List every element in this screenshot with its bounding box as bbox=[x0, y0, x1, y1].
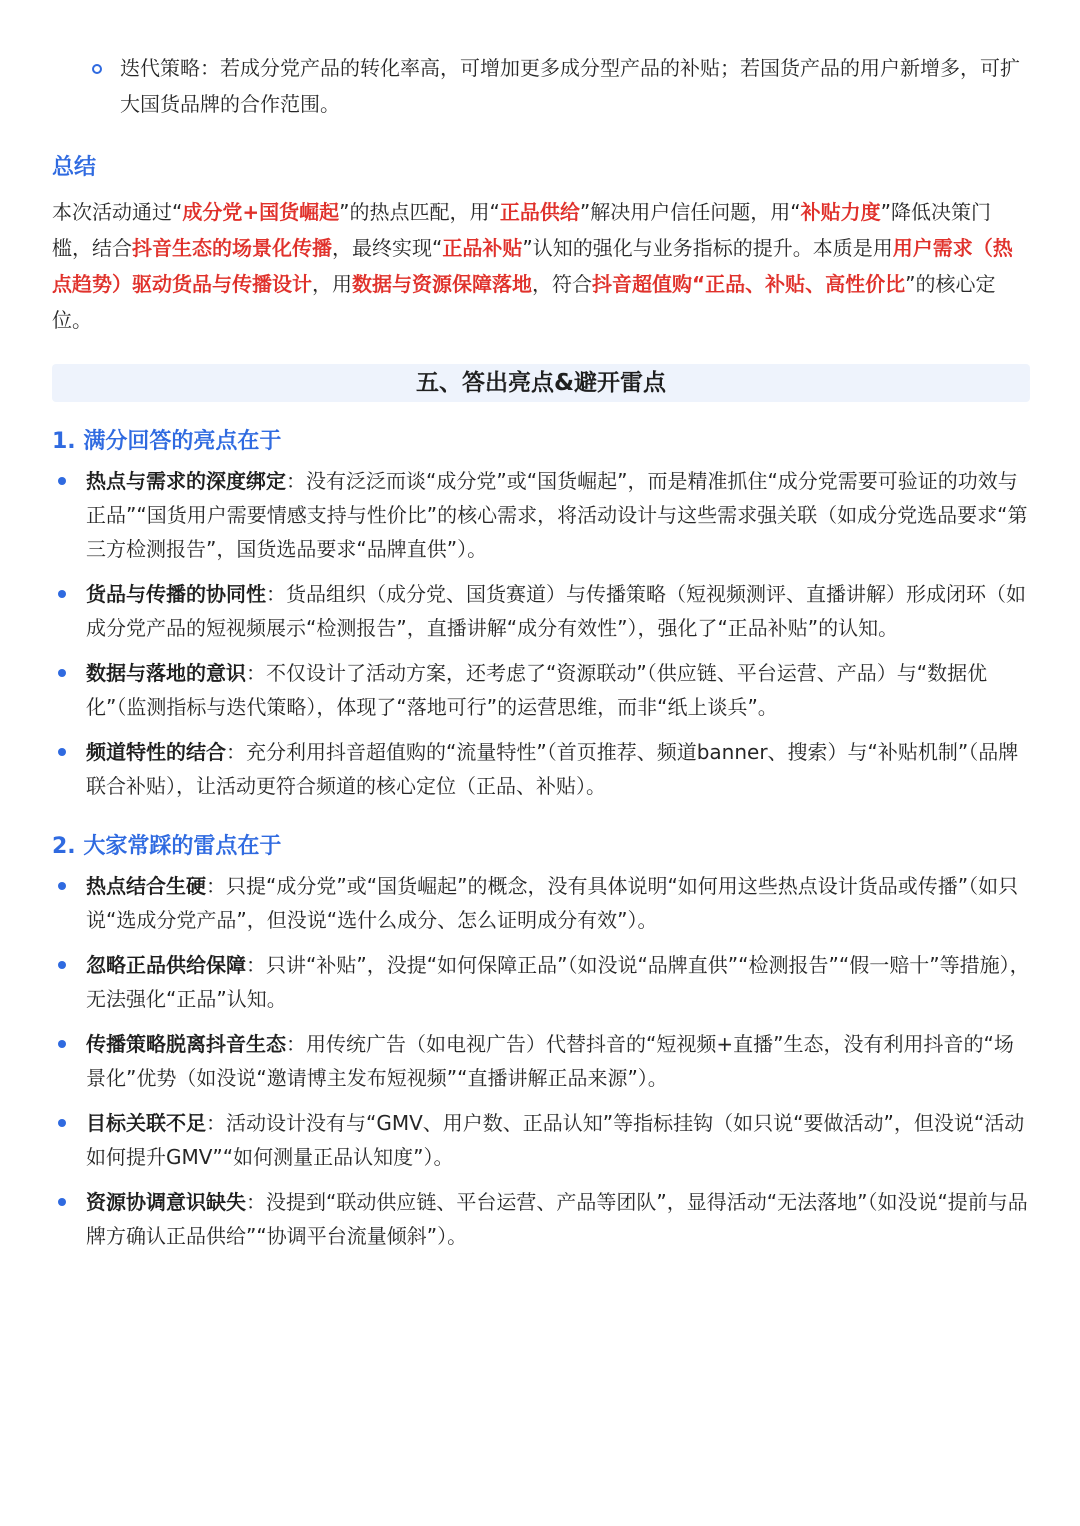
item-lead: 目标关联不足 bbox=[86, 1111, 206, 1135]
item-text: ：活动设计没有与“GMV、用户数、正品认知”等指标挂钩（如只说“要做活动”，但没说“活动如何提升GMV”“如何测量正品认知度”）。 bbox=[86, 1111, 1025, 1169]
list-item bbox=[52, 735, 1030, 803]
summary-text: ”降低决策门槛，结合 bbox=[52, 200, 991, 260]
section-banner: 五、答出亮点&避开雷点 bbox=[52, 364, 1030, 402]
highlights-heading: 1. 满分回答的亮点在于 bbox=[52, 429, 282, 454]
item-lead: 数据与落地的意识 bbox=[86, 661, 246, 685]
document-page bbox=[52, 0, 1030, 1264]
item-lead: 热点与需求的深度绑定 bbox=[86, 469, 286, 493]
summary-emphasis: 正品供给 bbox=[499, 200, 580, 224]
bullet-dot-icon bbox=[58, 477, 66, 485]
sub-bullet-text: 迭代策略：若成分党产品的转化率高，可增加更多成分型产品的补贴；若国货产品的用户新增多，可扩大国货品牌的合作范围。 bbox=[120, 56, 1020, 116]
summary-paragraph bbox=[52, 194, 1030, 338]
list-item bbox=[52, 577, 1030, 645]
summary-emphasis: 正品补贴 bbox=[442, 236, 523, 260]
summary-text: ，最终实现“ bbox=[332, 236, 443, 260]
summary-text: ”的核心定位。 bbox=[52, 272, 996, 332]
list-item bbox=[52, 869, 1030, 937]
list-item bbox=[52, 1106, 1030, 1174]
summary-text: ，符合 bbox=[532, 272, 592, 296]
bullet-dot-icon bbox=[58, 1198, 66, 1206]
summary-emphasis: 抖音超值购“正品、补贴、高性价比 bbox=[592, 272, 906, 296]
summary-emphasis: 用户需求（热点趋势）驱动货品与传播设计 bbox=[52, 236, 1013, 296]
summary-text: ”认知的强化与业务指标的提升。本质是用 bbox=[522, 236, 893, 260]
list-item bbox=[52, 1185, 1030, 1253]
summary-text: ”解决用户信任问题，用“ bbox=[579, 200, 801, 224]
item-text: ：没有泛泛而谈“成分党”或“国货崛起”，而是精准抓住“成分党需要可验证的功效与正品”“国货用户需要情感支持与性价比”的核心需求，将活动设计与这些需求强关联（如成分党选品要求“第三方检测报告”，国货选品要求“品牌直供”）。 bbox=[86, 469, 1028, 561]
hollow-bullet-icon bbox=[92, 64, 102, 74]
item-text: ：用传统广告（如电视广告）代替抖音的“短视频+直播”生态，没有利用抖音的“场景化”优势（如没说“邀请博主发布短视频”“直播讲解正品来源”）。 bbox=[86, 1032, 1014, 1090]
bullet-dot-icon bbox=[58, 961, 66, 969]
item-text: ：没提到“联动供应链、平台运营、产品等团队”，显得活动“无法落地”（如没说“提前与品牌方确认正品供给”“协调平台流量倾斜”）。 bbox=[86, 1190, 1028, 1248]
item-lead: 忽略正品供给保障 bbox=[86, 953, 246, 977]
bullet-dot-icon bbox=[58, 748, 66, 756]
summary-heading: 总结 bbox=[52, 155, 97, 180]
list-item bbox=[52, 948, 1030, 1016]
summary-text: ，用 bbox=[312, 272, 352, 296]
item-lead: 货品与传播的协同性 bbox=[86, 582, 266, 606]
list-item bbox=[52, 464, 1030, 566]
item-text: ：不仅设计了活动方案，还考虑了“资源联动”（供应链、平台运营、产品）与“数据优化”（监测指标与迭代策略），体现了“落地可行”的运营思维，而非“纸上谈兵”。 bbox=[86, 661, 988, 719]
item-text: ：只提“成分党”或“国货崛起”的概念，没有具体说明“如何用这些热点设计货品或传播”（如只说“选成分党产品”，但没说“选什么成分、怎么证明成分有效”）。 bbox=[86, 874, 1019, 932]
item-text: ：充分利用抖音超值购的“流量特性”（首页推荐、频道banner、搜索）与“补贴机制”（品牌联合补贴），让活动更符合频道的核心定位（正品、补贴）。 bbox=[86, 740, 1019, 798]
list-item bbox=[52, 1027, 1030, 1095]
pitfalls-heading: 2. 大家常踩的雷点在于 bbox=[52, 834, 282, 859]
bullet-dot-icon bbox=[58, 669, 66, 677]
summary-text: 本次活动通过“ bbox=[52, 200, 183, 224]
item-lead: 热点结合生硬 bbox=[86, 874, 206, 898]
item-lead: 资源协调意识缺失 bbox=[86, 1190, 246, 1214]
summary-emphasis: 补贴力度 bbox=[800, 200, 881, 224]
bullet-dot-icon bbox=[58, 1040, 66, 1048]
sub-bullet-item bbox=[52, 50, 1030, 122]
item-text: ：货品组织（成分党、国货赛道）与传播策略（短视频测评、直播讲解）形成闭环（如成分党产品的短视频展示“检测报告”，直播讲解“成分有效性”），强化了“正品补贴”的认知。 bbox=[86, 582, 1026, 640]
item-text: ：只讲“补贴”，没提“如何保障正品”（如没说“品牌直供”“检测报告”“假一赔十”等措施），无法强化“正品”认知。 bbox=[86, 953, 1030, 1011]
item-lead: 传播策略脱离抖音生态 bbox=[86, 1032, 286, 1056]
bullet-dot-icon bbox=[58, 590, 66, 598]
pitfalls-list bbox=[52, 869, 1030, 1253]
summary-emphasis: 抖音生态的场景化传播 bbox=[132, 236, 332, 260]
list-item bbox=[52, 656, 1030, 724]
summary-emphasis: 成分党+国货崛起 bbox=[182, 200, 340, 224]
summary-text: ”的热点匹配，用“ bbox=[339, 200, 500, 224]
bullet-dot-icon bbox=[58, 882, 66, 890]
item-lead: 频道特性的结合 bbox=[86, 740, 226, 764]
summary-emphasis: 数据与资源保障落地 bbox=[352, 272, 532, 296]
highlights-list bbox=[52, 464, 1030, 803]
bullet-dot-icon bbox=[58, 1119, 66, 1127]
